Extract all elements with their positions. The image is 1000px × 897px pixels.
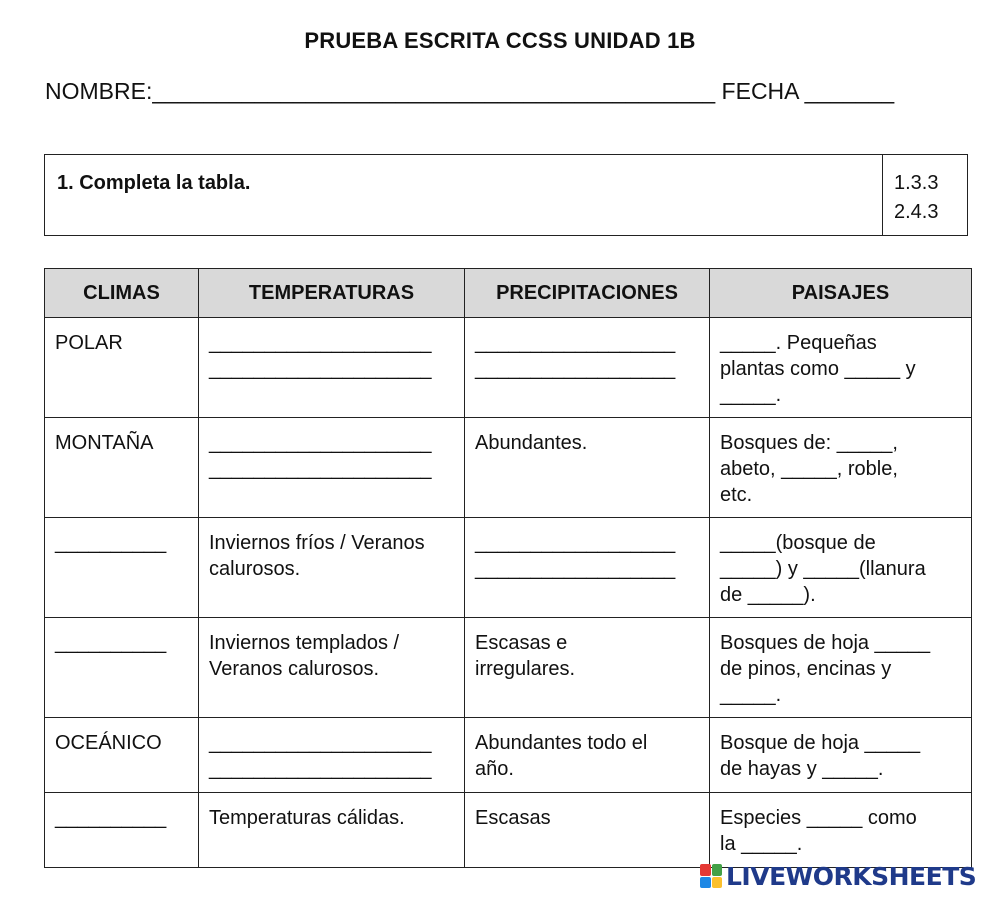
- cell-line[interactable]: __________________: [475, 358, 676, 380]
- page-title: PRUEBA ESCRITA CCSS UNIDAD 1B: [304, 28, 696, 53]
- logo-square: [712, 864, 723, 876]
- cell-paisajes: [710, 718, 972, 793]
- cell-line[interactable]: OCEÁNICO: [55, 732, 162, 754]
- cell-line[interactable]: __________________: [475, 332, 676, 354]
- cell-line[interactable]: etc.: [720, 484, 753, 506]
- task-codes: [882, 155, 967, 235]
- cell-precipitaciones: [465, 793, 710, 868]
- cell-temperaturas: [199, 718, 465, 793]
- cell-line[interactable]: Inviernos templados /: [209, 632, 400, 654]
- name-date-line[interactable]: NOMBRE:____________________________________________ FECHA _______: [45, 78, 895, 104]
- cell-line[interactable]: __________: [55, 632, 167, 654]
- cell-climas: [45, 518, 199, 618]
- cell-line[interactable]: la _____.: [720, 833, 803, 855]
- cell-line[interactable]: de hayas y _____.: [720, 758, 884, 780]
- cell-climas: [45, 718, 199, 793]
- cell-line[interactable]: Bosque de hoja _____: [720, 732, 921, 754]
- logo-square: [700, 877, 711, 889]
- header-temperaturas: TEMPERATURAS: [199, 269, 465, 318]
- cell-temperaturas: [199, 618, 465, 718]
- task-box: [44, 154, 968, 236]
- cell-line[interactable]: _____. Pequeñas: [720, 332, 877, 354]
- cell-line[interactable]: ____________________: [209, 332, 432, 354]
- cell-line[interactable]: __________: [55, 532, 167, 554]
- logo-square: [712, 877, 723, 889]
- cell-line[interactable]: Escasas: [475, 807, 551, 829]
- cell-line[interactable]: ____________________: [209, 458, 432, 480]
- cell-paisajes: [710, 418, 972, 518]
- cell-line[interactable]: de pinos, encinas y: [720, 658, 892, 680]
- table-row: [45, 318, 972, 418]
- header-climas: CLIMAS: [45, 269, 199, 318]
- climate-table: [44, 268, 972, 868]
- task-instruction: 1. Completa la tabla.: [57, 172, 251, 194]
- cell-line[interactable]: Veranos calurosos.: [209, 658, 380, 680]
- cell-line[interactable]: Bosques de: _____,: [720, 432, 898, 454]
- cell-line[interactable]: año.: [475, 758, 514, 780]
- table-row: [45, 718, 972, 793]
- cell-line[interactable]: ____________________: [209, 432, 432, 454]
- cell-climas: [45, 318, 199, 418]
- cell-line[interactable]: __________: [55, 807, 167, 829]
- cell-line[interactable]: Inviernos fríos / Veranos: [209, 532, 425, 554]
- cell-temperaturas: [199, 518, 465, 618]
- cell-precipitaciones: [465, 618, 710, 718]
- cell-line[interactable]: _____) y _____(llanura: [720, 558, 926, 580]
- cell-line[interactable]: Temperaturas cálidas.: [209, 807, 405, 829]
- cell-line[interactable]: __________________: [475, 558, 676, 580]
- cell-line[interactable]: ____________________: [209, 758, 432, 780]
- header-paisajes: PAISAJES: [710, 269, 972, 318]
- cell-line[interactable]: _____.: [720, 384, 782, 406]
- cell-line[interactable]: Especies _____ como: [720, 807, 917, 829]
- cell-line[interactable]: Abundantes todo el: [475, 732, 648, 754]
- cell-line[interactable]: _____(bosque de: [720, 532, 876, 554]
- cell-temperaturas: [199, 318, 465, 418]
- cell-line[interactable]: plantas como _____ y: [720, 358, 916, 380]
- table-row: [45, 418, 972, 518]
- cell-line[interactable]: Escasas e: [475, 632, 568, 654]
- cell-line[interactable]: abeto, _____, roble,: [720, 458, 898, 480]
- table-header-row: [45, 269, 972, 318]
- cell-precipitaciones: [465, 318, 710, 418]
- cell-paisajes: [710, 793, 972, 868]
- cell-line[interactable]: MONTAÑA: [55, 432, 154, 454]
- cell-line[interactable]: calurosos.: [209, 558, 301, 580]
- cell-line[interactable]: de _____).: [720, 584, 816, 606]
- table-row: [45, 793, 972, 868]
- cell-line[interactable]: ____________________: [209, 732, 432, 754]
- cell-climas: [45, 418, 199, 518]
- header-precipitaciones: PRECIPITACIONES: [465, 269, 710, 318]
- cell-line[interactable]: Bosques de hoja _____: [720, 632, 931, 654]
- cell-precipitaciones: [465, 518, 710, 618]
- task-code: 2.4.3: [894, 201, 939, 223]
- cell-line[interactable]: POLAR: [55, 332, 123, 354]
- cell-line[interactable]: __________________: [475, 532, 676, 554]
- task-code: 1.3.3: [894, 172, 939, 194]
- cell-precipitaciones: [465, 718, 710, 793]
- cell-line[interactable]: Abundantes.: [475, 432, 588, 454]
- cell-temperaturas: [199, 793, 465, 868]
- cell-temperaturas: [199, 418, 465, 518]
- cell-line[interactable]: irregulares.: [475, 658, 576, 680]
- cell-paisajes: [710, 318, 972, 418]
- table-row: [45, 618, 972, 718]
- cell-line[interactable]: _____.: [720, 684, 782, 706]
- cell-paisajes: [710, 518, 972, 618]
- cell-paisajes: [710, 618, 972, 718]
- liveworksheets-logo-icon: [700, 864, 722, 888]
- cell-line[interactable]: ____________________: [209, 358, 432, 380]
- cell-climas: [45, 618, 199, 718]
- liveworksheets-logo: [700, 862, 976, 890]
- logo-square: [700, 864, 711, 876]
- logo-text: LIVEWORKSHEETS: [726, 861, 977, 891]
- cell-climas: [45, 793, 199, 868]
- table-row: [45, 518, 972, 618]
- cell-precipitaciones: [465, 418, 710, 518]
